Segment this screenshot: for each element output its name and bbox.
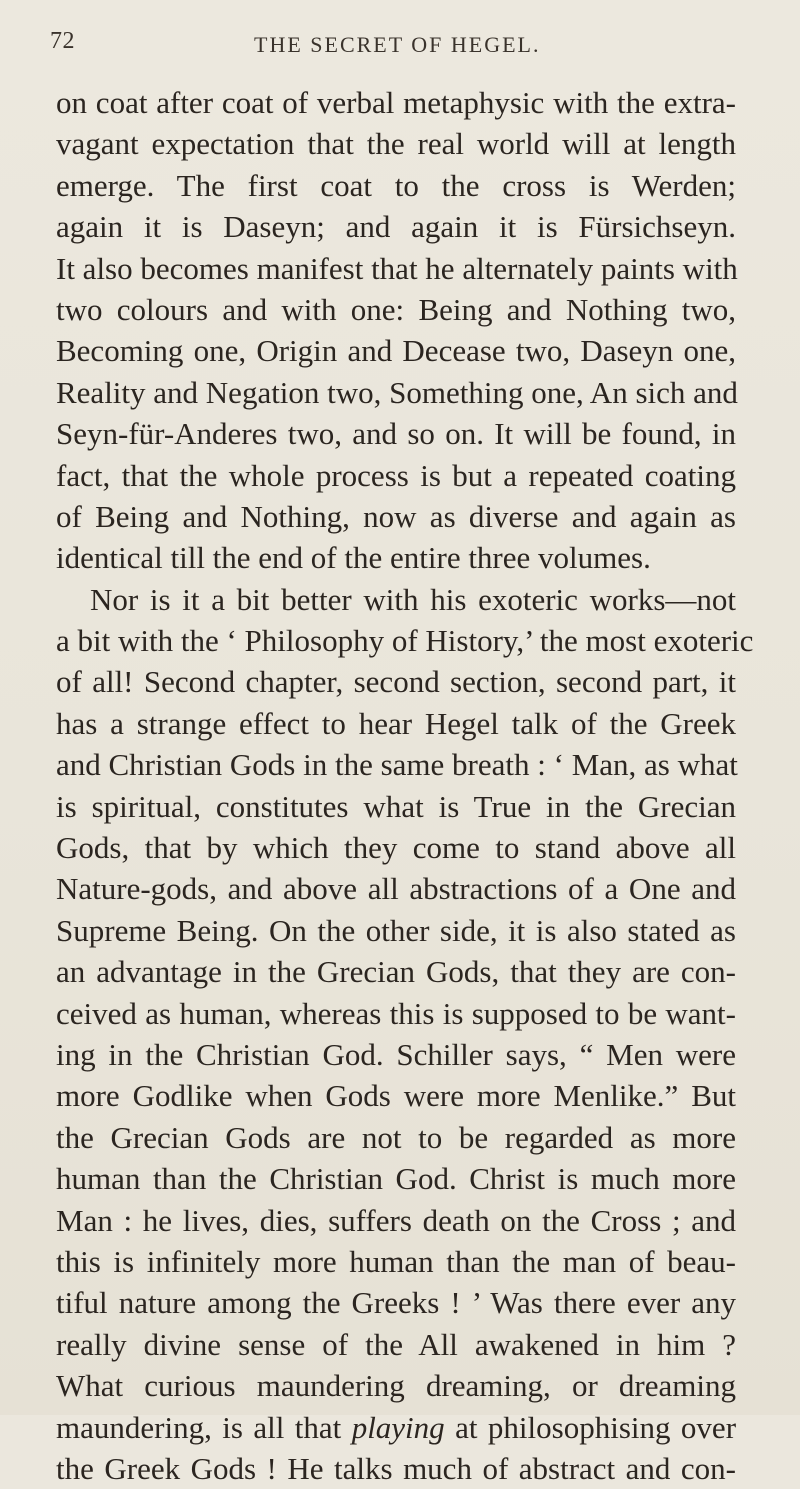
text-line: on coat after coat of verbal metaphysic with the extra- [56,85,736,120]
text-line: tiful nature among the Greeks ! ’ Was there ever any [56,1285,736,1321]
text-line: Supreme Being. On the other side, it is also stated as [56,912,736,948]
text-line: is spiritual, constitutes what is True in the Grecian [56,788,736,824]
text-line: Nature-gods, and above all abstractions of a One and [56,871,736,907]
text-line: this is infinitely more human than the man of beau- [56,1243,736,1279]
text-line: really divine sense of the All awakened in him ? [56,1326,736,1362]
text-line: Becoming one, Origin and Decease two, Daseyn one, [56,333,736,369]
text-line: vagant expectation that the real world will at length [56,126,736,162]
text-line: emerge. The first coat to the cross is Werden; [56,167,736,203]
text-line: two colours and with one: Being and Nothing two, [56,291,736,327]
text-line: fact, that the whole process is but a repeated coating [56,457,736,493]
page-number: 72 [50,28,75,54]
text-line: ceived as human, whereas this is supposed to be want- [56,995,736,1031]
text-line: of all! Second chapter, second section, second part, it [56,664,736,700]
text-line: and Christian Gods in the same breath : ‘ Man, as what [56,747,738,783]
text-line: of Being and Nothing, now as diverse and again as [56,498,736,534]
italic-word: playing [351,1409,445,1445]
text-fragment: maundering, is all that [56,1409,342,1445]
text-line: a bit with the ‘ Philosophy of History,’ the most exoteric [56,623,754,659]
text-fragment: at philosophising over [455,1409,737,1445]
text-line-with-italic [56,1407,736,1448]
running-title: THE SECRET OF HEGEL. [254,32,541,57]
text-line: Man : he lives, dies, suffers death on the Cross ; and [56,1202,736,1238]
body-text [56,82,754,1489]
text-line: the Greek Gods ! He talks much of abstract and con- [56,1450,736,1486]
text-line: an advantage in the Grecian Gods, that they are con- [56,954,736,990]
text-line: more Godlike when Gods were more Menlike.” But [56,1078,736,1114]
text-line: has a strange effect to hear Hegel talk of the Greek [56,705,736,741]
text-line: the Grecian Gods are not to be regarded as more [56,1119,736,1155]
text-line: again it is Daseyn; and again it is Fürsichseyn. [56,209,736,245]
text-line: human than the Christian God. Christ is much more [56,1161,736,1197]
text-line: Seyn-für-Anderes two, and so on. It will be found, in [56,416,736,452]
paragraph-start-line: Nor is it a bit better with his exoteric works—not [90,581,736,617]
text-line: Gods, that by which they come to stand above all [56,830,736,866]
text-line: identical till the end of the entire three volumes. [56,540,651,576]
text-line: It also becomes manifest that he alternately paints with [56,250,738,286]
text-line: What curious maundering dreaming, or dreaming [56,1368,736,1404]
text-line: ing in the Christian God. Schiller says, “ Men were [56,1036,736,1072]
text-line: Reality and Negation two, Something one, An sich and [56,374,738,410]
